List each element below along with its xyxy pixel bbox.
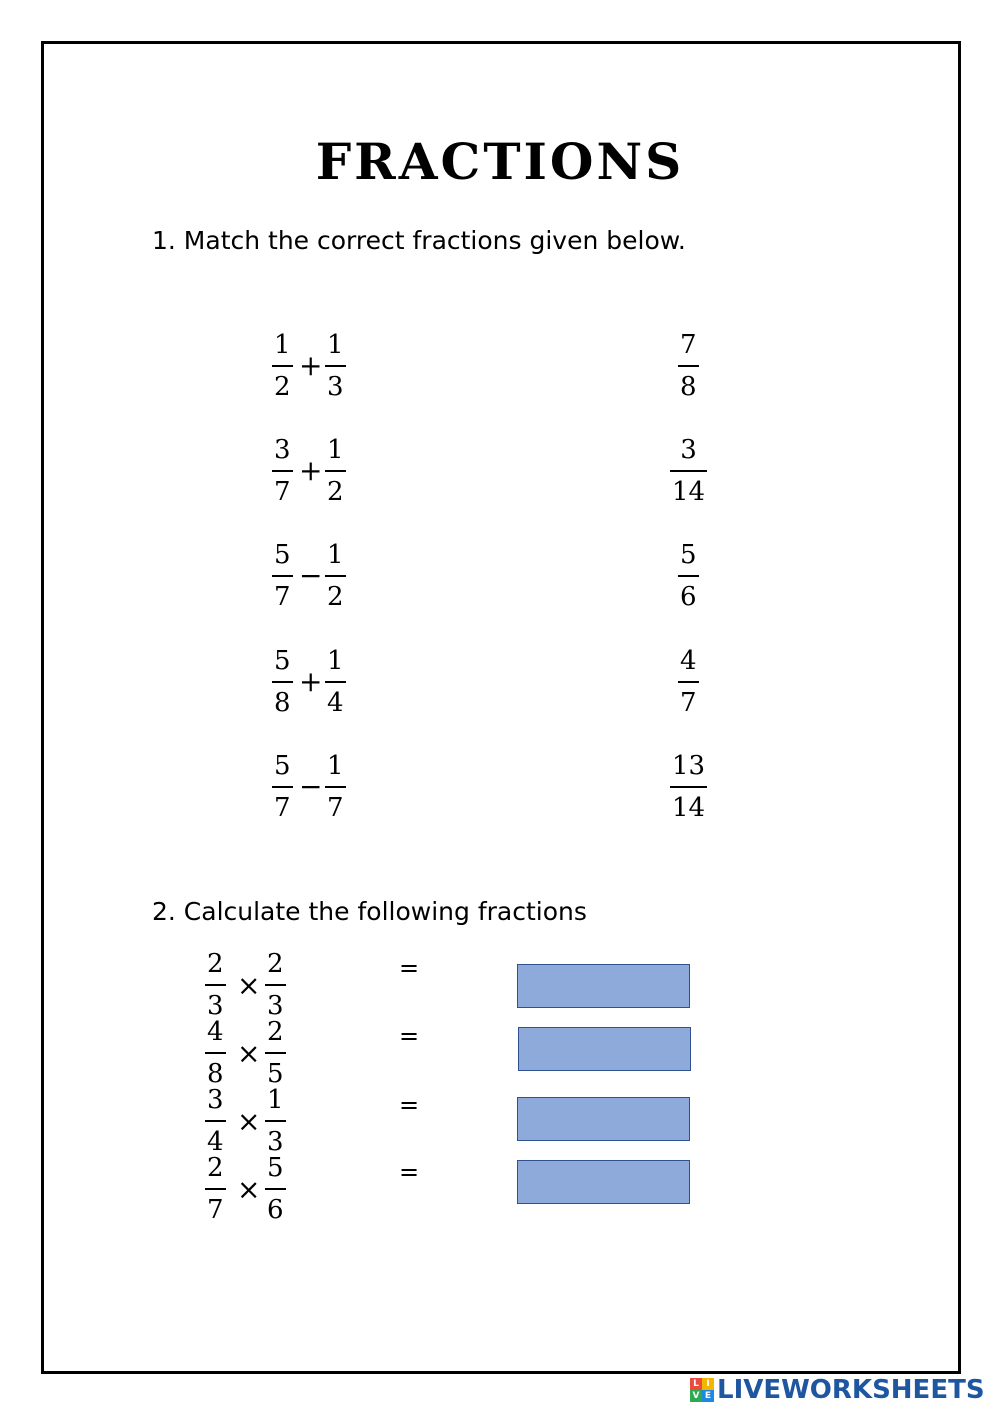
operator: + xyxy=(299,454,323,487)
fraction: 5 6 xyxy=(267,1153,284,1225)
fraction: 4 8 xyxy=(207,1017,224,1089)
match-right-fraction[interactable]: 4 7 xyxy=(680,646,697,718)
fraction: 2 5 xyxy=(267,1017,284,1089)
liveworksheets-brand[interactable] xyxy=(690,1374,985,1406)
instruction-2: 2. Calculate the following fractions xyxy=(152,897,587,926)
operator: − xyxy=(299,559,323,592)
fraction: 1 2 xyxy=(327,540,344,612)
fraction: 2 3 xyxy=(207,949,224,1021)
fraction: 1 3 xyxy=(327,330,344,402)
answer-box-1[interactable] xyxy=(517,964,690,1008)
operator: + xyxy=(299,349,323,382)
fraction: 5 8 xyxy=(274,646,291,718)
match-right-fraction[interactable]: 3 14 xyxy=(672,435,706,507)
fraction: 3 7 xyxy=(274,435,291,507)
fraction: 1 4 xyxy=(327,646,344,718)
page-title: FRACTIONS xyxy=(315,132,685,191)
operator: − xyxy=(299,770,323,803)
operator: × xyxy=(237,1105,261,1138)
match-right-fraction[interactable]: 7 8 xyxy=(680,330,697,402)
brand-name: LIVEWORKSHEETS xyxy=(717,1375,985,1405)
fraction: 2 7 xyxy=(207,1153,224,1225)
answer-box-4[interactable] xyxy=(517,1160,690,1204)
match-right-fraction[interactable]: 5 6 xyxy=(680,540,697,612)
fraction: 1 2 xyxy=(274,330,291,402)
answer-box-3[interactable] xyxy=(517,1097,690,1141)
operator: + xyxy=(299,665,323,698)
liveworksheets-logo-icon: L I V E xyxy=(690,1378,714,1402)
equals-sign: = xyxy=(399,1022,420,1050)
fraction: 2 3 xyxy=(267,949,284,1021)
fraction: 5 7 xyxy=(274,540,291,612)
match-right-fraction[interactable]: 13 14 xyxy=(672,751,706,823)
equals-sign: = xyxy=(399,1091,420,1119)
answer-box-2[interactable] xyxy=(518,1027,691,1071)
operator: × xyxy=(237,969,261,1002)
fraction: 1 2 xyxy=(327,435,344,507)
operator: × xyxy=(237,1037,261,1070)
fraction: 5 7 xyxy=(274,751,291,823)
fraction: 3 4 xyxy=(207,1085,224,1157)
equals-sign: = xyxy=(399,1158,420,1186)
instruction-1: 1. Match the correct fractions given below. xyxy=(152,226,686,255)
fraction: 1 7 xyxy=(327,751,344,823)
equals-sign: = xyxy=(399,954,420,982)
fraction: 1 3 xyxy=(267,1085,284,1157)
operator: × xyxy=(237,1173,261,1206)
